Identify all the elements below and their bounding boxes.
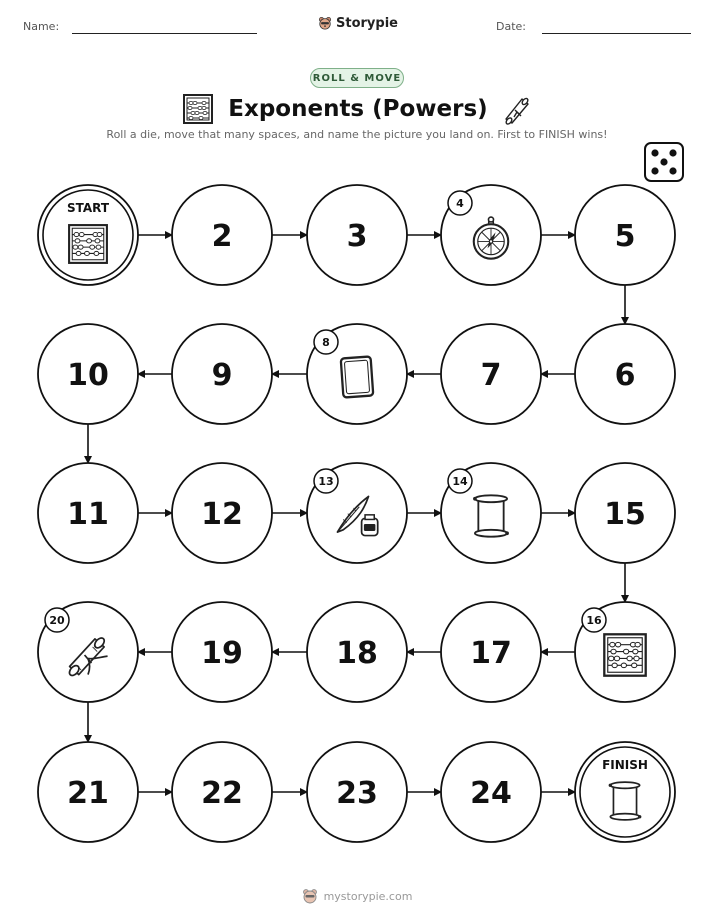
space-number: 24 — [470, 776, 512, 811]
space-number: 7 — [480, 358, 502, 393]
date-label: Date: — [496, 20, 526, 33]
footer — [0, 886, 714, 906]
board-space-15[interactable] — [575, 463, 675, 563]
space-number: 17 — [470, 636, 512, 671]
board-space-21[interactable] — [38, 742, 138, 842]
footer-url[interactable]: mystorypie.com — [323, 889, 413, 903]
board-spaces — [38, 185, 675, 842]
board-space-2[interactable] — [172, 185, 272, 285]
space-number-badge: 13 — [318, 475, 334, 488]
abacus-icon — [69, 225, 107, 263]
board-space-5[interactable] — [575, 185, 675, 285]
abacus-icon — [604, 634, 645, 675]
board-space-4[interactable] — [441, 185, 541, 285]
start-label: START — [66, 201, 110, 215]
space-number: 5 — [614, 219, 636, 254]
board-space-7[interactable] — [441, 324, 541, 424]
bear-mascot-icon — [302, 888, 318, 904]
space-number-badge: 8 — [322, 336, 330, 349]
board-space-6[interactable] — [575, 324, 675, 424]
page-title: Exponents (Powers) — [228, 96, 488, 122]
board-space-17[interactable] — [441, 602, 541, 702]
board-space-25[interactable] — [575, 742, 675, 842]
space-number-badge: 14 — [452, 475, 468, 488]
board-space-16[interactable] — [575, 602, 675, 702]
space-number-badge: 20 — [49, 614, 65, 627]
board-space-10[interactable] — [38, 324, 138, 424]
space-number: 3 — [346, 219, 368, 254]
board-space-24[interactable] — [441, 742, 541, 842]
card-icon — [341, 356, 374, 397]
parchment-scroll-icon — [609, 782, 642, 820]
board-space-12[interactable] — [172, 463, 272, 563]
space-number: 22 — [201, 776, 243, 811]
brand-name: Storypie — [336, 15, 398, 31]
space-number: 18 — [336, 636, 378, 671]
board-space-14[interactable] — [441, 463, 541, 563]
space-number: 23 — [336, 776, 378, 811]
space-number-badge: 4 — [456, 197, 464, 210]
instructions-text: Roll a die, move that many spaces, and name the picture you land on. First to FINISH wins! — [106, 128, 608, 141]
board-space-18[interactable] — [307, 602, 407, 702]
board-space-20[interactable] — [38, 602, 138, 702]
board-space-22[interactable] — [172, 742, 272, 842]
space-number: 15 — [604, 497, 646, 532]
space-number: 2 — [211, 219, 233, 254]
game-type-badge: ROLL & MOVE — [310, 68, 404, 88]
board-space-11[interactable] — [38, 463, 138, 563]
space-number: 10 — [67, 358, 109, 393]
space-number: 21 — [67, 776, 109, 811]
space-number: 19 — [201, 636, 243, 671]
space-number-badge: 16 — [586, 614, 602, 627]
space-number: 9 — [211, 358, 233, 393]
finish-label: FINISH — [602, 758, 648, 772]
space-number: 6 — [614, 358, 636, 393]
board-space-1[interactable] — [38, 185, 138, 285]
board-space-3[interactable] — [307, 185, 407, 285]
dice-five-icon — [645, 143, 683, 181]
board-space-8[interactable] — [307, 324, 407, 424]
board-space-19[interactable] — [172, 602, 272, 702]
space-number: 12 — [201, 497, 243, 532]
board-space-9[interactable] — [172, 324, 272, 424]
parchment-scroll-icon — [473, 495, 509, 536]
board-space-23[interactable] — [307, 742, 407, 842]
space-number: 11 — [67, 497, 109, 532]
name-label: Name: — [23, 20, 60, 33]
board-space-13[interactable] — [307, 463, 407, 563]
